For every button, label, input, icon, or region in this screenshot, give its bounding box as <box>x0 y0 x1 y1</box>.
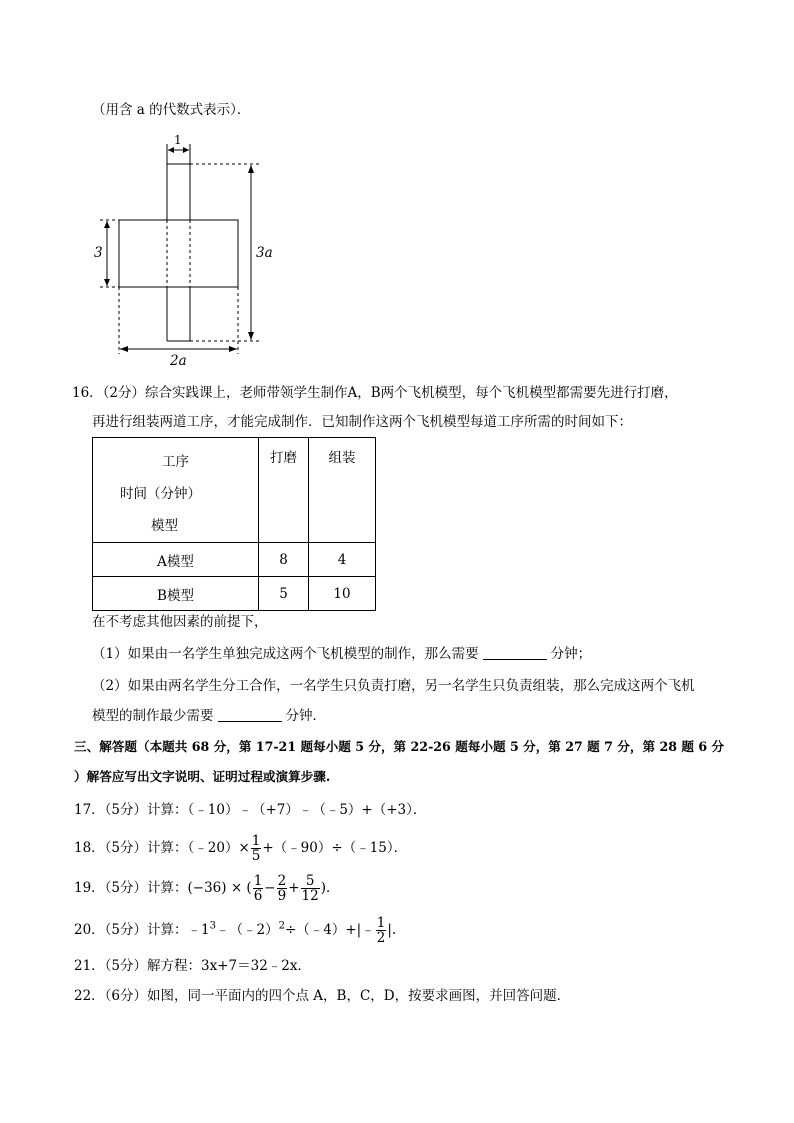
dim-label-bottom: 2a <box>170 353 187 369</box>
q18-fraction <box>251 834 262 863</box>
q19-f2-num: 2 <box>277 873 287 889</box>
q19-frac1 <box>253 874 264 903</box>
cell-b-assemble: 10 <box>309 577 376 611</box>
q19-post: )． <box>320 880 340 896</box>
header-time: 时间（分钟） <box>120 486 201 502</box>
q20-numerator: 1 <box>376 915 386 931</box>
dim-label-top: 1 <box>174 133 182 147</box>
q16-sub2-line2 <box>92 706 326 726</box>
q20-fraction <box>376 916 387 945</box>
q17: 17．（5分）计算：（﹣10）﹣（+7）﹣（﹣5）+（+3）． <box>74 802 427 818</box>
q20-mid2: ÷（﹣4）+|﹣ <box>284 922 375 938</box>
q19-f1-num: 1 <box>253 873 263 889</box>
q19-frac2 <box>277 874 288 903</box>
dim-label-right: 3a <box>256 245 273 261</box>
q16-sub1-pre: （1）如果由一名学生单独完成这两个飞机模型的制作，那么需要 <box>92 646 479 662</box>
answer-blank-1[interactable] <box>483 645 547 660</box>
horizontal-rect <box>119 220 238 287</box>
section3-heading-2: ）解答应写出文字说明、证明过程或演算步骤. <box>74 769 331 784</box>
q22: 22．（6分）如图，同一平面内的四个点 A，B，C，D，按要求画图，并回答问题． <box>74 988 571 1004</box>
dim-label-left: 3 <box>94 245 103 261</box>
cell-a-assemble: 4 <box>309 543 376 577</box>
q21: 21．（5分）解方程：3x+7＝32﹣2x． <box>74 958 312 974</box>
cell-b-polish: 5 <box>259 577 309 611</box>
cell-a-polish: 8 <box>259 543 309 577</box>
q16-sub1-post: 分钟； <box>550 646 592 662</box>
intro-line: （用含 a 的代数式表示）． <box>92 102 251 118</box>
q20-pre: 20．（5分）计算：﹣1 <box>74 922 210 938</box>
q16-sub2-line1: （2）如果由两名学生分工合作，一名学生只负责打磨，另一名学生只负责组装，那么完成这两个飞机 <box>92 678 695 694</box>
q19-f2-den: 9 <box>277 888 287 904</box>
q18-pre: 18．（5分）计算：（﹣20）× <box>74 840 250 856</box>
cross-figure <box>82 132 282 372</box>
q16-line2: 再进行组装两道工序，才能完成制作．已知制作这两个飞机模型每道工序所需的时间如下： <box>92 414 632 430</box>
q19-f3-den: 12 <box>301 888 319 904</box>
q19-f1-den: 6 <box>253 888 263 904</box>
q18 <box>74 834 407 863</box>
table-header-diagonal <box>93 438 259 543</box>
q20 <box>74 916 396 945</box>
q19-f3-num: 5 <box>301 874 320 889</box>
q20-exp1: 3 <box>209 920 216 932</box>
q16-premise: 在不考虑其他因素的前提下， <box>92 614 268 630</box>
q19-pre: 19．（5分）计算：(−36) × ( <box>74 880 252 896</box>
q18-numerator: 1 <box>251 833 261 849</box>
q16-sub1 <box>92 644 591 664</box>
q16-sub2-post: 分钟． <box>285 708 326 724</box>
answer-blank-2[interactable] <box>218 707 282 722</box>
q19-op2: + <box>288 880 300 896</box>
col-header-polish: 打磨 <box>259 438 309 543</box>
row-label-a: A模型 <box>93 543 259 577</box>
row-label-b: B模型 <box>93 577 259 611</box>
q20-mid: ﹣（﹣2） <box>215 922 279 938</box>
q20-post: |. <box>387 922 397 938</box>
col-header-assemble: 组装 <box>309 438 376 543</box>
q19 <box>74 874 339 903</box>
q19-op1: − <box>264 880 276 896</box>
q18-post: +（﹣90）÷（﹣15）． <box>262 840 408 856</box>
q20-denominator: 2 <box>376 930 386 946</box>
q16-sub2-pre: 模型的制作最少需要 <box>92 708 214 724</box>
header-process: 工序 <box>162 454 189 470</box>
q20-exp2: 2 <box>278 920 285 932</box>
q19-frac3 <box>301 874 320 903</box>
q18-denominator: 5 <box>251 848 261 864</box>
section3-heading-1: 三、解答题（本题共 68 分，第 17-21 题每小题 5 分，第 22-26 题每小题 5 分，第 27 题 7 分，第 28 题 6 分 <box>74 739 725 754</box>
q16-line1: 16．（2分）综合实践课上，老师带领学生制作A，B两个飞机模型，每个飞机模型都需要先进行打磨， <box>72 385 678 401</box>
header-model: 模型 <box>151 518 178 534</box>
time-table <box>92 437 376 611</box>
